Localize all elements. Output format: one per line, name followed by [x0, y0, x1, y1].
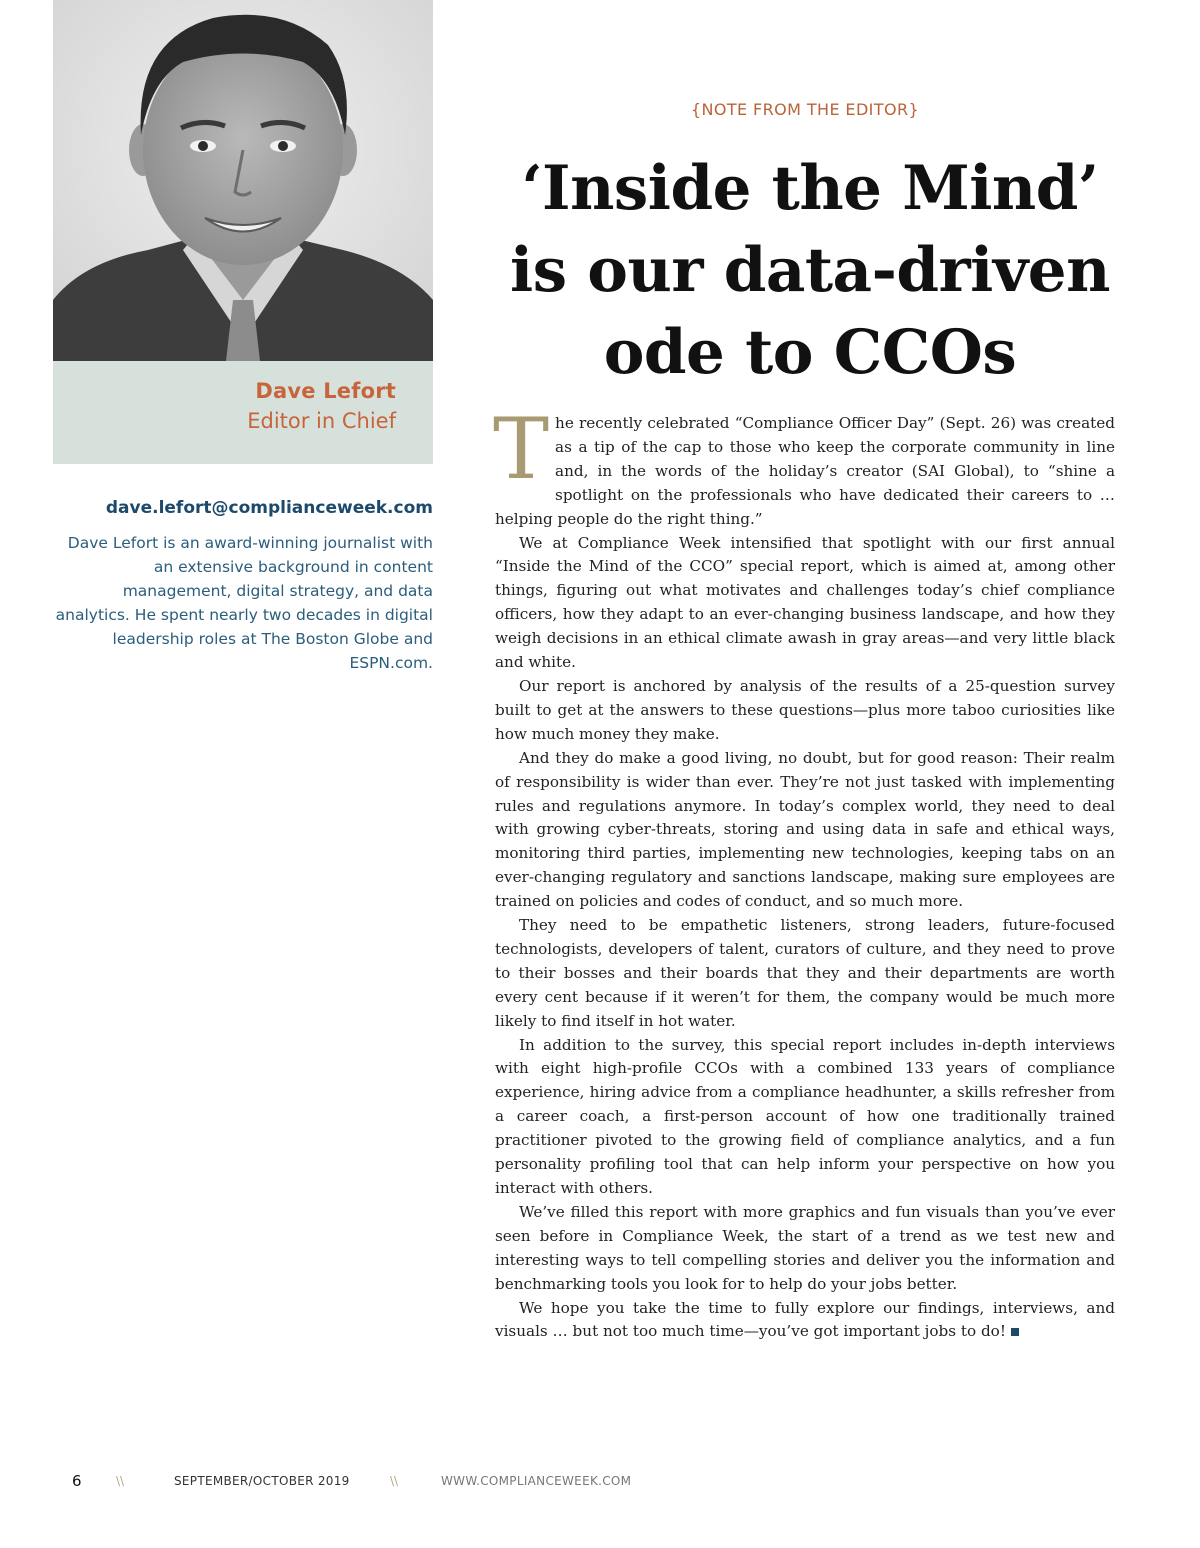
editor-portrait-image — [53, 0, 433, 361]
editor-email-link[interactable]: dave.lefort@complianceweek.com — [105, 498, 433, 518]
page-number: 6 — [72, 1472, 82, 1490]
article-paragraph-1 — [493, 400, 1115, 532]
editor-title: Editor in Chief — [247, 409, 396, 433]
editor-caption — [53, 361, 433, 464]
drop-cap: T — [493, 400, 550, 498]
paragraph-1-text: he recently celebrated “Compliance Officer Day” (Sept. 26) was created as a tip of the cap to those who keep the corporate community in line and, in the words of the holiday’s creator (SAI Global), to “shine a spotlight on the professionals who have dedicated their careers to … helping people do the right thing.” — [495, 414, 1115, 528]
editor-name: Dave Lefort — [255, 379, 396, 403]
end-of-article-mark — [1011, 1328, 1019, 1336]
editor-bio: Dave Lefort is an award-winning journalist with an extensive background in content management, digital strategy, and data analytics. He spent nearly two decades in digital leadership roles at The Boston Globe and ESPN.com. — [55, 534, 433, 672]
paragraph-8-text: We hope you take the time to fully explore our findings, interviews, and visuals … but not too much time—you’ve got important jobs to do! — [495, 1298, 1115, 1341]
article-paragraph-3: Our report is anchored by analysis of the results of a 25-question survey built to get at the answers to these questions—plus more taboo curiosities like how much money they make. — [495, 676, 1115, 743]
footer-separator-1: \\ — [116, 1474, 125, 1488]
section-kicker: {NOTE FROM THE EDITOR} — [690, 100, 920, 119]
article-paragraph-6: In addition to the survey, this special report includes in-depth interviews with eight high-profile CCOs with a combined 133 years of compliance experience, hiring advice from a compliance headhunter, a skills refresher from a career coach, a first-person account of how one traditionally trained practitioner pivoted to the growing field of compliance analytics, and a fun personality profiling tool that can help inform your perspective on how you interact with others. — [495, 1035, 1115, 1197]
article-paragraph-7: We’ve filled this report with more graphics and fun visuals than you’ve ever seen before in Compliance Week, the start of a trend as we test new and interesting ways to tell compelling stories and deliver you the information and benchmarking tools you look for to help do your jobs better. — [495, 1202, 1115, 1293]
editor-photo — [53, 0, 433, 361]
website-link[interactable]: WWW.COMPLIANCEWEEK.COM — [441, 1474, 632, 1488]
article-paragraph-4: And they do make a good living, no doubt, but for good reason: Their realm of responsibility is wider than ever. They’re not just tasked with implementing rules and regulations anymore. In today’s complex world, they need to deal with growing cyber-threats, storing and using data in safe and ethical ways, monitoring third parties, implementing new technologies, keeping tabs on an ever-changing regulatory and sanctions landscape, making sure employees are trained on policies and codes of conduct, and so much more. — [495, 748, 1115, 911]
headline-line-2: is our data-driven — [510, 235, 1110, 306]
article-paragraph-2: We at Compliance Week intensified that spotlight with our first annual “Inside the Mind of the CCO” special report, which is aimed at, among other things, figuring out what motivates and challenges today’s chief compliance officers, how they adapt to an ever-changing business landscape, and how they weigh decisions in an ethical climate awash in gray areas—and very little black and white. — [495, 533, 1115, 672]
headline-line-3: ode to CCOs — [603, 317, 1017, 388]
issue-date: SEPTEMBER/OCTOBER 2019 — [174, 1474, 350, 1488]
footer-separator-2: \\ — [390, 1474, 399, 1488]
headline-line-1: ‘Inside the Mind’ — [521, 153, 1099, 224]
article-paragraph-5: They need to be empathetic listeners, strong leaders, future-focused technologists, developers of talent, curators of culture, and they need to prove to their bosses and their boards that they and their departments are worth every cent because if it weren’t for them, the company would be much more likely to find itself in hot water. — [495, 916, 1115, 1030]
article-body — [493, 400, 1115, 1344]
page-footer — [0, 1472, 1200, 1494]
article-headline — [480, 148, 1140, 394]
article-paragraph-8 — [495, 1297, 1115, 1345]
